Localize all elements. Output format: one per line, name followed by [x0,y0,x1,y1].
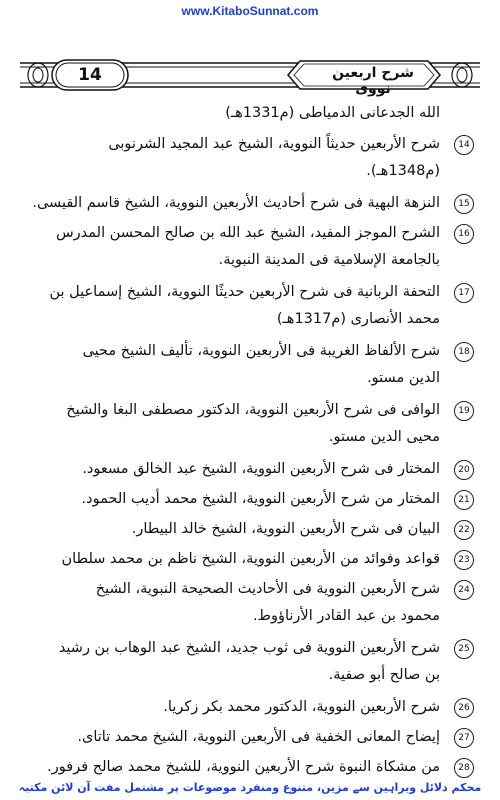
item-text-line: البيان فى شرح الأربعين النووية، الشيخ خالد البيطار. [131,521,440,537]
list-item [26,754,474,781]
item-number-badge: 26 [454,698,474,718]
list-item [26,724,474,751]
intro-line: الله الجدعانى الدمياطى (م1331هـ) [225,105,440,121]
item-text-line: (م1348هـ). [366,163,440,179]
item-text-line: قواعد وفوائد من الأربعين النووية، الشيخ ناظم بن محمد سلطان [61,551,440,567]
item-text-line: الشرح الموجز المفيد، الشيخ عبد الله بن صالح المحسن المدرس [55,225,440,241]
list-item [26,190,474,217]
item-text-line: الدين مستو. [367,370,440,386]
site-url[interactable]: www.KitaboSunnat.com [181,4,319,18]
list-item [26,397,474,451]
item-number-badge: 28 [454,758,474,778]
item-text-line: المختار من شرح الأربعين النووية، الشيخ محمد أديب الحمود. [81,491,440,507]
book-title: شرح اربعین نووی [332,65,414,97]
item-text-line: شرح الأربعين حديثاً النووية، الشيخ عبد المجيد الشرنوبى [108,136,440,152]
list-item [26,338,474,392]
list-item [26,220,474,274]
item-text-line: محمود بن عبد القادر الأرناؤوط. [252,608,440,624]
item-number-badge: 25 [454,639,474,659]
item-text-line: شرح الأربعين النووية فى ثوب جديد، الشيخ عبد الوهاب بن رشيد [58,640,440,656]
list-item [26,486,474,513]
page-header-band [18,58,482,97]
item-number-badge: 20 [454,460,474,480]
item-number-badge: 18 [454,342,474,362]
item-text-line: شرح الأربعين النووية فى الأحاديث الصحيحة النبوية، الشيخ [95,581,440,597]
item-text-line: بالجامعة الإسلامية فى المدينة النبوية. [218,252,440,268]
item-number-badge: 15 [454,194,474,214]
item-number-badge: 22 [454,520,474,540]
item-text-line: إيضاح المعانى الخفية فى الأربعين النووية، الشيخ محمد تاتاى. [77,729,440,745]
item-text-line: الوافى فى شرح الأربعين النووية، الدكتور مصطفى البغا والشيخ [66,402,440,418]
reference-list [26,100,474,784]
item-text-line: محيى الدين مستو. [328,429,440,445]
list-item [26,694,474,721]
entries-container [26,131,474,781]
item-number-badge: 24 [454,580,474,600]
item-text-line: محمد الأنصارى (م1317هـ) [276,311,440,327]
item-number-badge: 23 [454,550,474,570]
item-text-line: المختار فى شرح الأربعين النووية، الشيخ عبد الخالق مسعود. [82,461,440,477]
item-text-line: النزهة البهية فى شرح أحاديث الأربعين النووية، الشيخ قاسم القيسى. [32,195,440,211]
item-number-badge: 19 [454,401,474,421]
page-number: 14 [78,65,102,85]
footer-tagline: محکم دلائل وبراہین سے مزین، متنوع ومنفرد موضوعات پر مشتمل مفت آن لائن مکتبہ [18,781,482,794]
item-text-line: شرح الأربعين النووية، الدكتور محمد بكر زكريا. [163,699,440,715]
item-text-line: شرح الألفاظ الغريبة فى الأربعين النووية، تأليف الشيخ محيى [82,343,440,359]
item-text-line: التحفة الربانية فى شرح الأربعين حديثًا النووية، الشيخ إسماعيل بن [49,284,440,300]
item-number-badge: 16 [454,224,474,244]
item-number-badge: 14 [454,135,474,155]
list-item [26,279,474,333]
item-text-line: من مشكاة النبوة شرح الأربعين النووية، للشيخ محمد صالح فرفور. [47,759,440,775]
item-number-badge: 17 [454,283,474,303]
item-number-badge: 21 [454,490,474,510]
list-item [26,131,474,185]
list-item [26,546,474,573]
item-text-line: بن صالح أبو صفية. [328,667,440,683]
list-item [26,516,474,543]
list-item [26,576,474,630]
list-item [26,456,474,483]
list-item [26,635,474,689]
item-number-badge: 27 [454,728,474,748]
